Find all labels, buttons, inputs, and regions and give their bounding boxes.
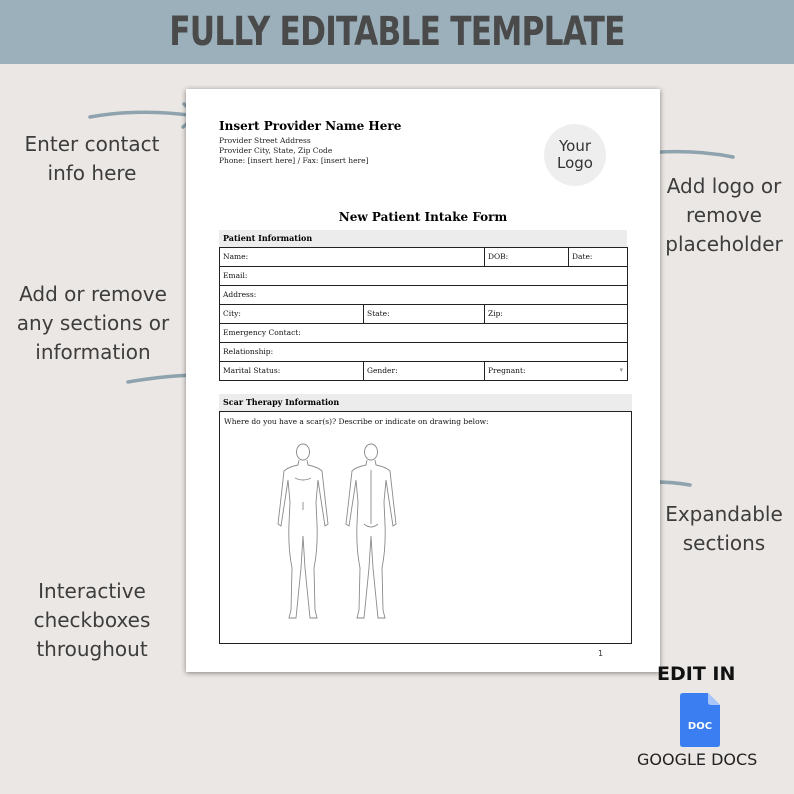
note-contact-line: Enter contact — [24, 132, 160, 156]
front-figure-detail — [295, 478, 311, 510]
email-field[interactable]: Email: — [223, 271, 248, 280]
front-figure-head — [297, 444, 310, 460]
note-checkboxes-line: checkboxes — [33, 608, 151, 632]
provider-name[interactable]: Insert Provider Name Here — [219, 119, 402, 133]
front-figure-body — [278, 460, 328, 618]
page-number: 1 — [598, 649, 604, 658]
table-row — [220, 342, 627, 361]
form-title: New Patient Intake Form — [338, 210, 508, 224]
note-sections-line: any sections or — [16, 311, 170, 335]
arrow-to-contact — [90, 112, 196, 117]
note-logo-line: placeholder — [665, 232, 783, 256]
gender-field[interactable]: Gender: — [363, 362, 484, 380]
note-logo-line: remove — [686, 203, 762, 227]
note-sections-line: information — [35, 340, 151, 364]
patient-info-heading: Patient Information — [219, 230, 627, 247]
document-page — [186, 89, 660, 672]
dob-field[interactable]: DOB: — [484, 248, 568, 266]
provider-address[interactable]: Provider Street Address — [219, 136, 311, 145]
note-logo-line: Add logo or — [666, 174, 782, 198]
note-contact — [14, 130, 170, 188]
logo-placeholder[interactable] — [544, 124, 606, 186]
emergency-contact-field[interactable]: Emergency Contact: — [223, 328, 301, 337]
address-field[interactable]: Address: — [223, 290, 257, 299]
scar-therapy-box[interactable] — [219, 411, 632, 644]
note-expandable — [656, 500, 792, 558]
state-field[interactable]: State: — [363, 305, 484, 323]
note-sections — [10, 280, 176, 367]
logo-text: Logo — [557, 154, 593, 172]
provider-city[interactable]: Provider City, State, Zip Code — [219, 146, 333, 155]
google-docs-label: GOOGLE DOCS — [637, 750, 758, 769]
relationship-field[interactable]: Relationship: — [223, 347, 274, 356]
note-checkboxes-line: throughout — [36, 637, 148, 661]
table-row — [220, 266, 627, 285]
docs-icon-text: DOC — [687, 721, 713, 732]
note-sections-line: Add or remove — [19, 282, 167, 306]
note-contact-line: info here — [47, 161, 137, 185]
edit-in-label: EDIT IN — [657, 663, 736, 685]
provider-phone[interactable]: Phone: [insert here] / Fax: [insert here] — [219, 156, 369, 165]
pregnant-label: Pregnant: — [488, 366, 526, 375]
google-docs-icon — [680, 693, 720, 747]
back-figure-detail — [364, 470, 378, 527]
scar-question: Where do you have a scar(s)? Describe or indicate on drawing below: — [224, 417, 489, 426]
note-checkboxes-line: Interactive — [38, 579, 146, 603]
note-logo — [656, 172, 792, 259]
table-row — [220, 304, 627, 323]
marital-status-field[interactable]: Marital Status: — [223, 366, 281, 375]
chevron-down-icon[interactable]: ▾ — [619, 366, 623, 374]
banner-title: FULLY EDITABLE TEMPLATE — [169, 9, 625, 55]
table-row — [220, 285, 627, 304]
note-checkboxes — [14, 577, 170, 664]
table-row — [220, 248, 627, 266]
logo-text: Your — [558, 137, 591, 155]
note-expandable-line: Expandable — [665, 502, 783, 526]
zip-field[interactable]: Zip: — [484, 305, 627, 323]
date-field[interactable]: Date: — [568, 248, 627, 266]
table-row — [220, 323, 627, 342]
table-row — [220, 361, 627, 380]
docs-icon-fold — [708, 693, 720, 705]
city-field[interactable]: City: — [223, 309, 241, 318]
note-expandable-line: sections — [682, 531, 766, 555]
pregnant-field[interactable] — [484, 362, 627, 380]
banner — [0, 0, 794, 64]
name-field[interactable]: Name: — [223, 252, 249, 261]
back-figure-head — [365, 444, 378, 460]
body-diagram-icon[interactable] — [268, 440, 406, 630]
patient-info-table — [219, 247, 628, 381]
scar-therapy-heading: Scar Therapy Information — [219, 394, 632, 411]
